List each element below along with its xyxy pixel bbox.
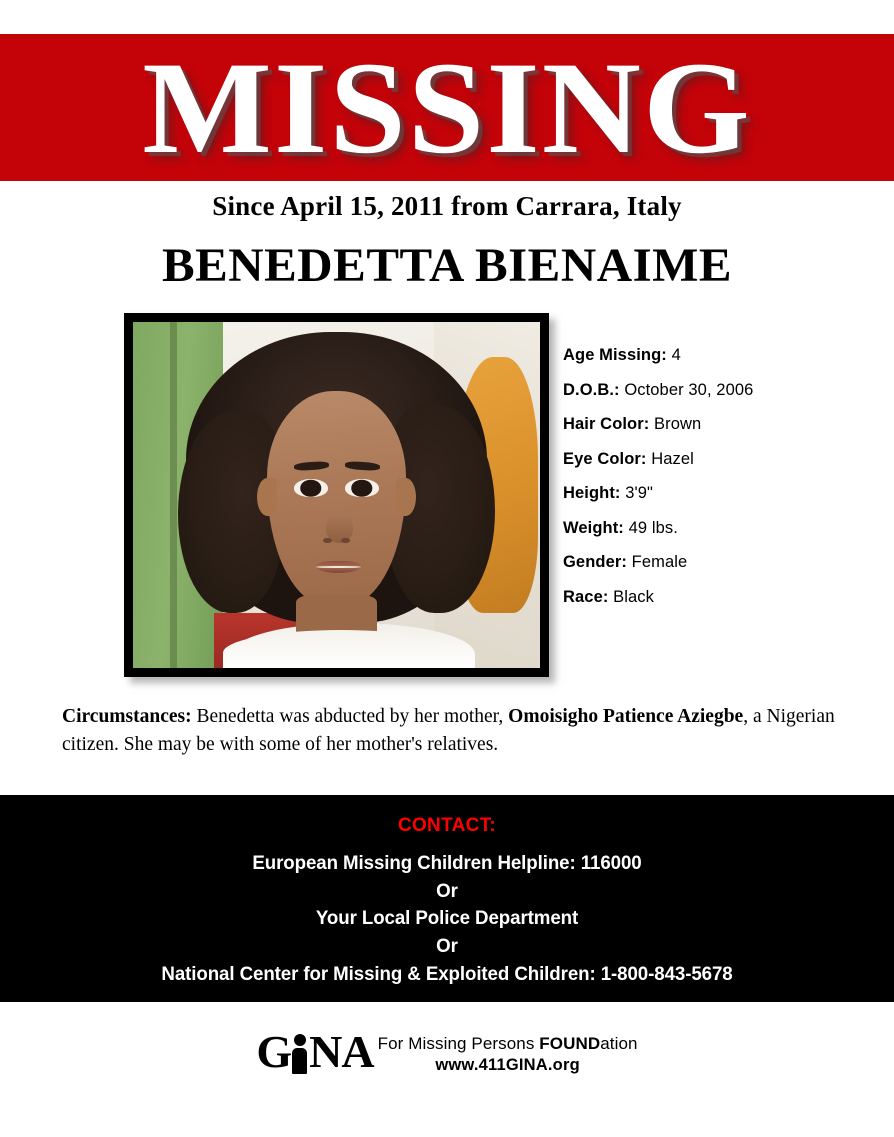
detail-row-weight (563, 519, 883, 538)
circumstances-text-before: Benedetta was abducted by her mother, (196, 706, 504, 727)
detail-row-height (563, 484, 883, 503)
missing-since-line: Since April 15, 2011 from Carrara, Italy (212, 191, 682, 221)
gina-letter-g: G (256, 1026, 292, 1077)
detail-value: Hazel (651, 449, 694, 468)
gina-logo (256, 1026, 638, 1077)
detail-label: Height: (563, 484, 621, 502)
detail-label: Eye Color: (563, 449, 647, 468)
circumstances-abductor-name: Omoisigho Patience Aziegbe (508, 706, 744, 727)
circumstances-text-after: , a Nigerian citizen. She may be with some of her mother's relatives. (62, 706, 835, 755)
contact-line-police: Your Local Police Department (315, 907, 579, 930)
missing-headline: MISSING (142, 33, 752, 181)
detail-row-age-missing (563, 346, 883, 365)
child-iris-right (351, 480, 372, 497)
child-eye-right (345, 479, 380, 497)
detail-value: 3'9" (625, 484, 653, 502)
detail-label: Weight: (563, 518, 624, 537)
detail-row-eye-color (563, 450, 883, 469)
child-teeth (316, 566, 361, 568)
detail-value: 49 lbs. (628, 518, 678, 537)
gina-wordmark (256, 1026, 374, 1077)
detail-label: Age Missing: (563, 346, 667, 364)
detail-value: Brown (654, 415, 702, 433)
circumstances-paragraph (62, 703, 840, 758)
missing-banner (0, 34, 894, 181)
photo-image (133, 322, 540, 668)
contact-line-helpline: European Missing Children Helpline: 116000 (252, 852, 642, 874)
tagline-part-2: ation (600, 1034, 638, 1053)
footer-logo (0, 1026, 894, 1077)
contact-heading: CONTACT: (397, 815, 497, 836)
detail-value: October 30, 2006 (624, 380, 754, 399)
detail-row-race (563, 588, 883, 607)
child-eye-left (294, 479, 329, 497)
tagline-part-1: For Missing Persons (377, 1034, 540, 1053)
gina-website-url: www.411GINA.org (435, 1056, 580, 1074)
detail-label: Race: (563, 587, 609, 606)
person-figure-body (292, 1048, 307, 1074)
person-name: BENEDETTA BIENAIME (161, 239, 733, 292)
detail-value: 4 (671, 346, 681, 364)
detail-row-dob (563, 381, 883, 400)
child-shirt (223, 630, 459, 668)
tagline-part-bold: FOUND (539, 1034, 601, 1053)
missing-person-photo (124, 313, 549, 677)
child-iris-left (300, 480, 321, 497)
detail-row-hair-color (563, 415, 883, 434)
detail-label: D.O.B.: (563, 380, 620, 399)
circumstances-label: Circumstances: (62, 706, 192, 727)
contact-line-ncmec: National Center for Missing & Exploited Children: 1-800-843-5678 (161, 962, 733, 985)
child-ear-left (257, 478, 277, 516)
detail-row-gender (563, 553, 883, 572)
contact-line-or-2: Or (436, 935, 458, 958)
person-figure-head (294, 1034, 306, 1046)
child-face (267, 391, 405, 606)
detail-value: Black (613, 587, 654, 606)
detail-value: Female (631, 553, 688, 571)
gina-tagline (378, 1034, 638, 1054)
gina-letters-na: NA (309, 1026, 374, 1077)
detail-label: Hair Color: (563, 415, 650, 433)
gina-tagline-block (378, 1030, 638, 1075)
contact-section (0, 795, 894, 1002)
person-figure-icon (291, 1034, 308, 1074)
contact-line-or-1: Or (436, 879, 458, 902)
child-ear-right (396, 478, 416, 516)
contact-lines (0, 850, 894, 988)
person-details-list (563, 346, 883, 622)
detail-label: Gender: (563, 553, 627, 571)
